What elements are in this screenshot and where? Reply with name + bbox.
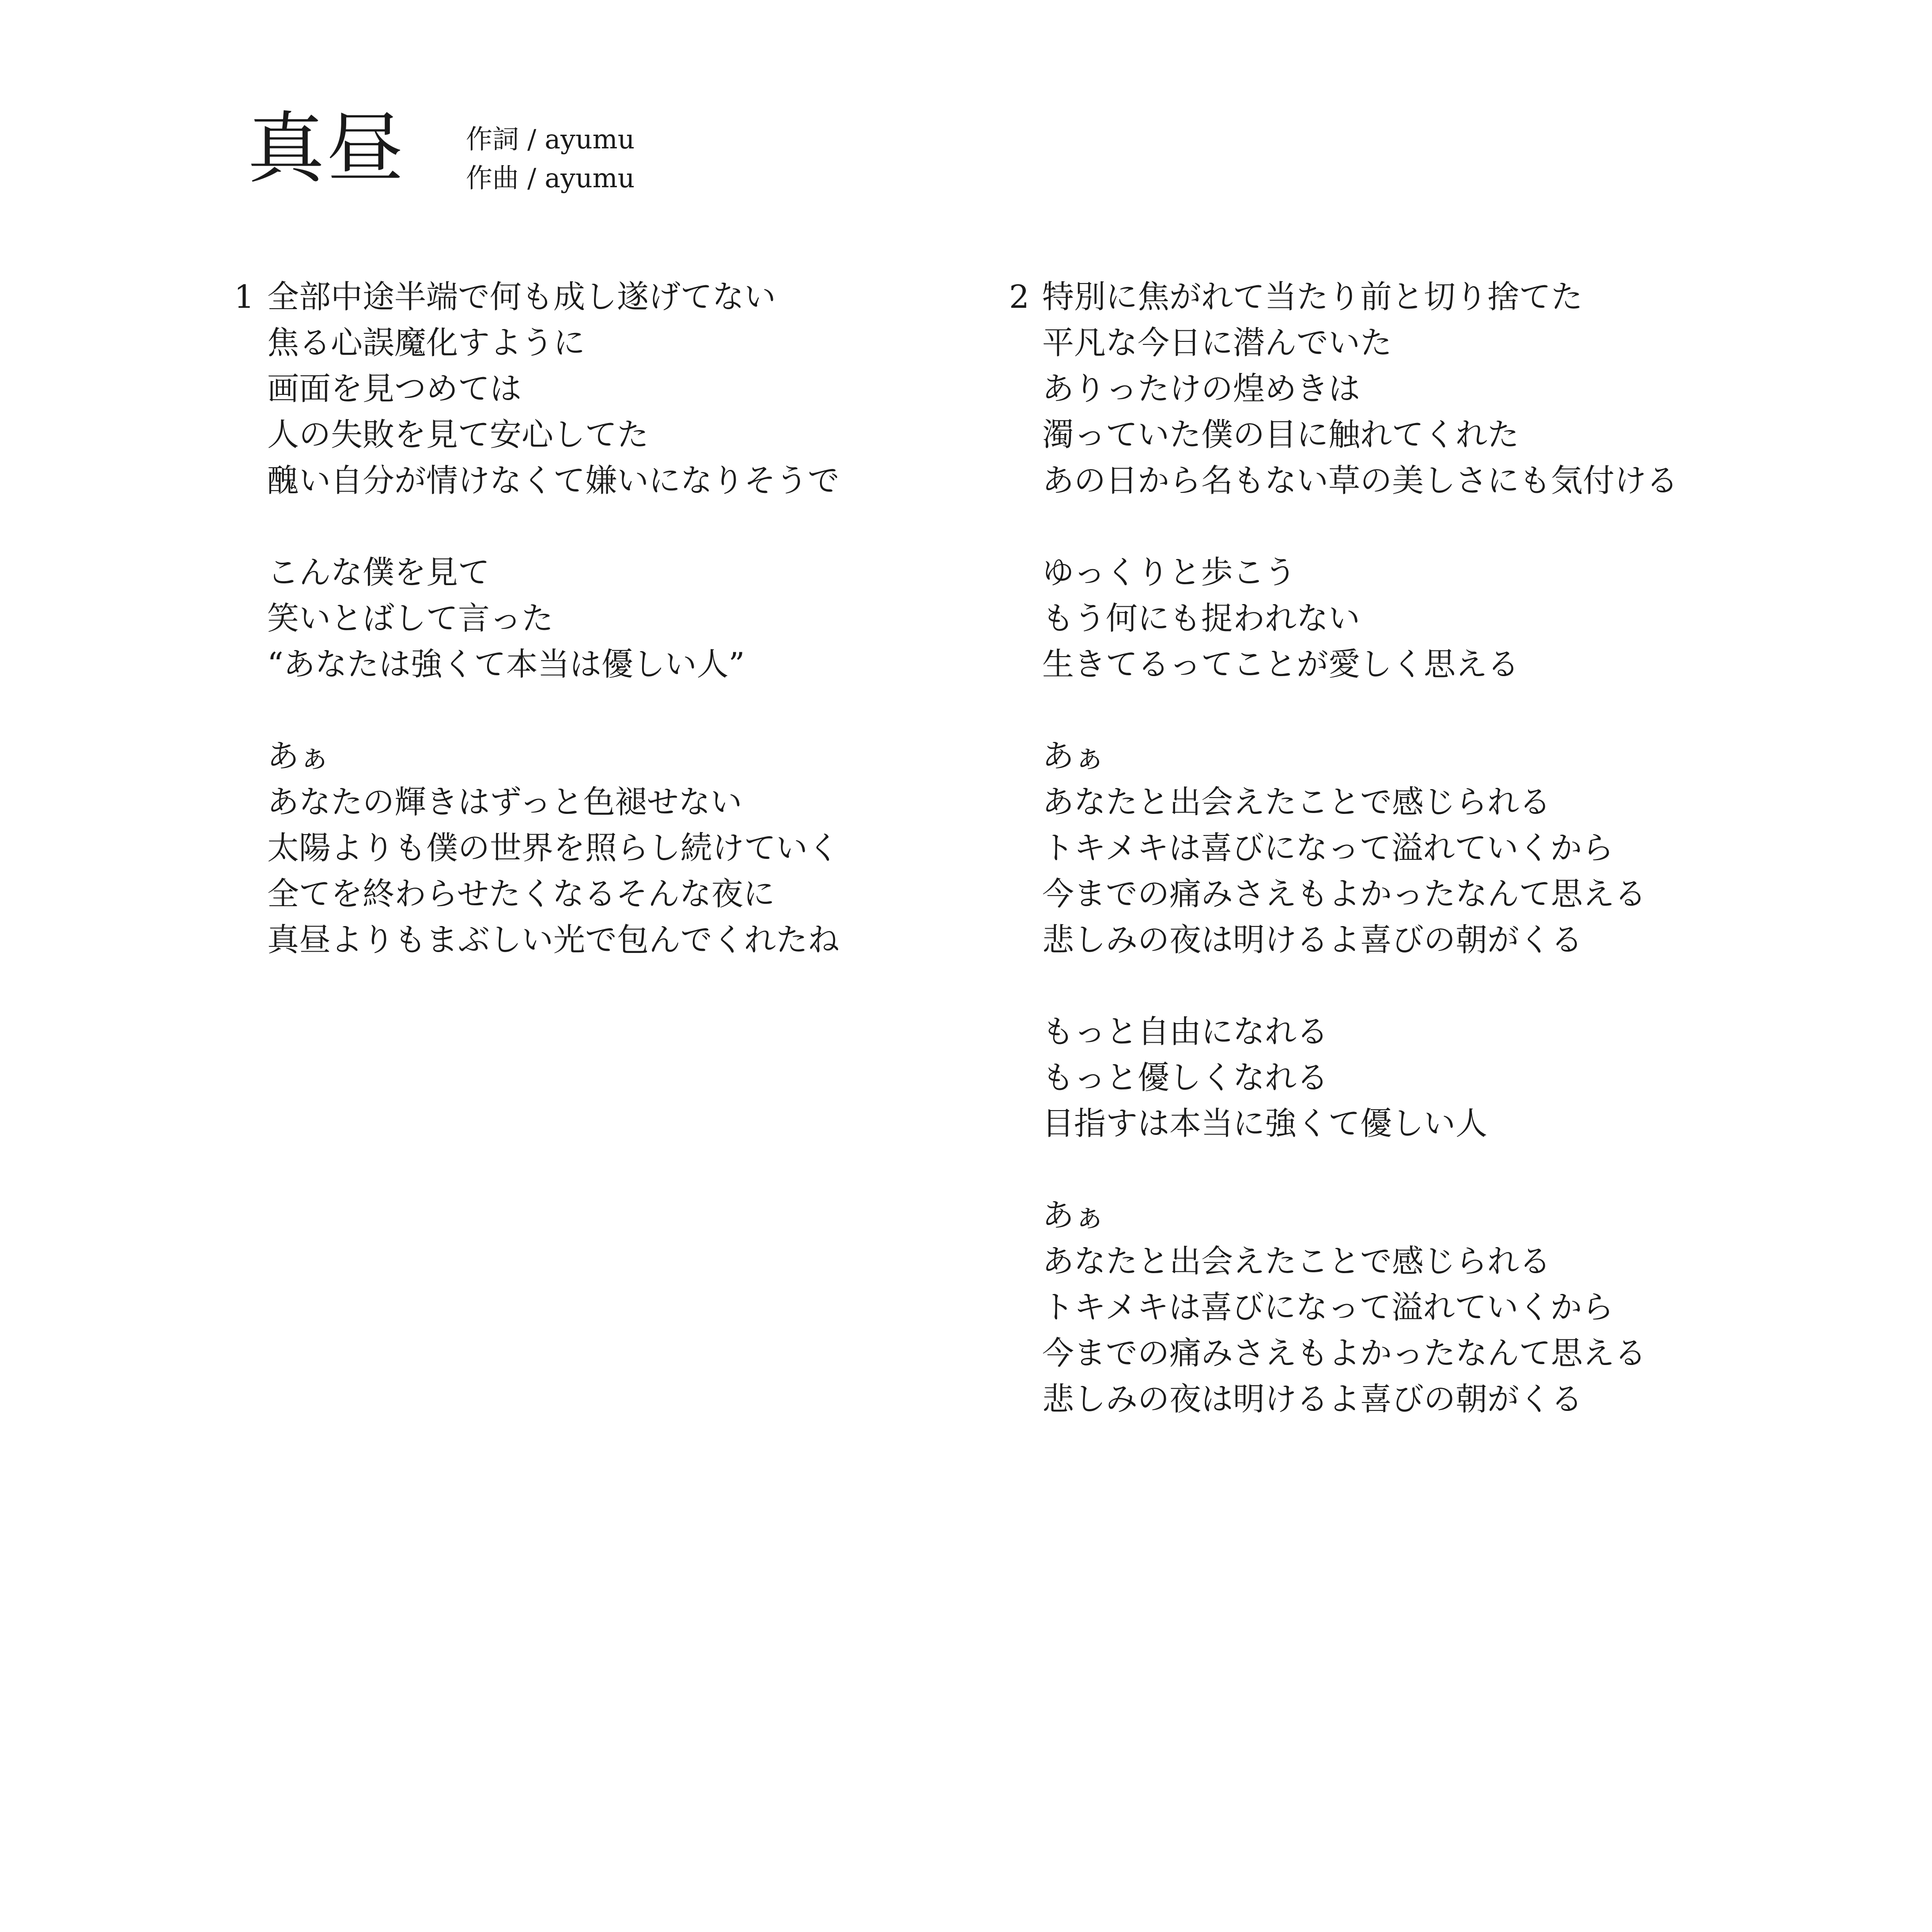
lyric-line: 真昼よりもまぶしい光で包んでくれたね [267,921,840,958]
lyric-line: もう何にも捉われない [1042,600,1361,637]
lyric-line: “あなたは強くて本当は優しい人” [267,646,745,683]
lyric-line: 目指すは本当に強くて優しい人 [1042,1105,1488,1142]
music-credit: 作曲 / ayumu [466,163,635,194]
lyric-line: 画面を見つめては [267,370,522,407]
lyric-line: もっと優しくなれる [1042,1059,1329,1096]
lyric-line: あなたと出会えたことで感じられる [1042,783,1551,820]
lyric-line: ありったけの煌めきは [1042,370,1361,407]
lyric-line: 濁っていた僕の目に触れてくれた [1042,416,1520,453]
lyric-line: 特別に焦がれて当たり前と切り捨てた [1042,278,1583,315]
lyric-line: トキメキは喜びになって溢れていくから [1042,829,1614,866]
lyrics-credit: 作詞 / ayumu [466,124,635,155]
lyric-line: 生きてるってことが愛しく思える [1042,646,1520,683]
lyric-line: 今までの痛みさえもよかったなんて思える [1042,875,1647,912]
lyric-line: 太陽よりも僕の世界を照らし続けていく [267,829,840,866]
verse-number: 1 [234,278,254,315]
verse-lines [267,274,839,963]
lyric-line: 悲しみの夜は明けるよ喜びの朝がくる [1042,921,1583,958]
lyric-line: 人の失敗を見て安心してた [267,416,649,453]
verse-2 [1009,274,1678,1422]
lyric-line: あぁ [1042,737,1106,775]
lyric-line: あなたの輝きはずっと色褪せない [267,783,742,820]
song-credits [466,120,635,198]
stanza-gap [1042,687,1678,733]
lyric-line: あの日から名もない草の美しさにも気付ける [1042,462,1679,499]
stanza-gap [1042,963,1678,1009]
lyric-line: あぁ [267,737,331,775]
verse-lines [1042,274,1678,1422]
lyric-line: 今までの痛みさえもよかったなんて思える [1042,1335,1647,1372]
lyric-line: あなたと出会えたことで感じられる [1042,1243,1551,1280]
song-title: 真昼 [247,104,405,194]
lyric-line: 悲しみの夜は明けるよ喜びの朝がくる [1042,1380,1583,1418]
stanza-gap [1042,503,1678,549]
stanza-gap [1042,1146,1678,1192]
lyric-line: 笑いとばして言った [267,600,554,637]
lyric-line: 平凡な今日に潜んでいた [1042,324,1392,361]
lyric-line: 焦る心誤魔化すように [267,324,586,361]
verse-number: 2 [1009,278,1029,315]
stanza-gap [267,503,839,549]
lyric-line: あぁ [1042,1197,1106,1234]
lyric-line: トキメキは喜びになって溢れていくから [1042,1289,1614,1326]
lyric-line: こんな僕を見て [267,554,490,591]
stanza-gap [267,687,839,733]
lyric-line: 全部中途半端で何も成し遂げてない [267,278,776,315]
lyric-line: 醜い自分が情けなくて嫌いになりそうで [267,462,840,499]
lyric-line: もっと自由になれる [1042,1013,1329,1050]
lyric-line: ゆっくりと歩こう [1042,554,1297,591]
verse-1 [234,274,839,963]
lyric-line: 全てを終わらせたくなるそんな夜に [267,875,775,912]
